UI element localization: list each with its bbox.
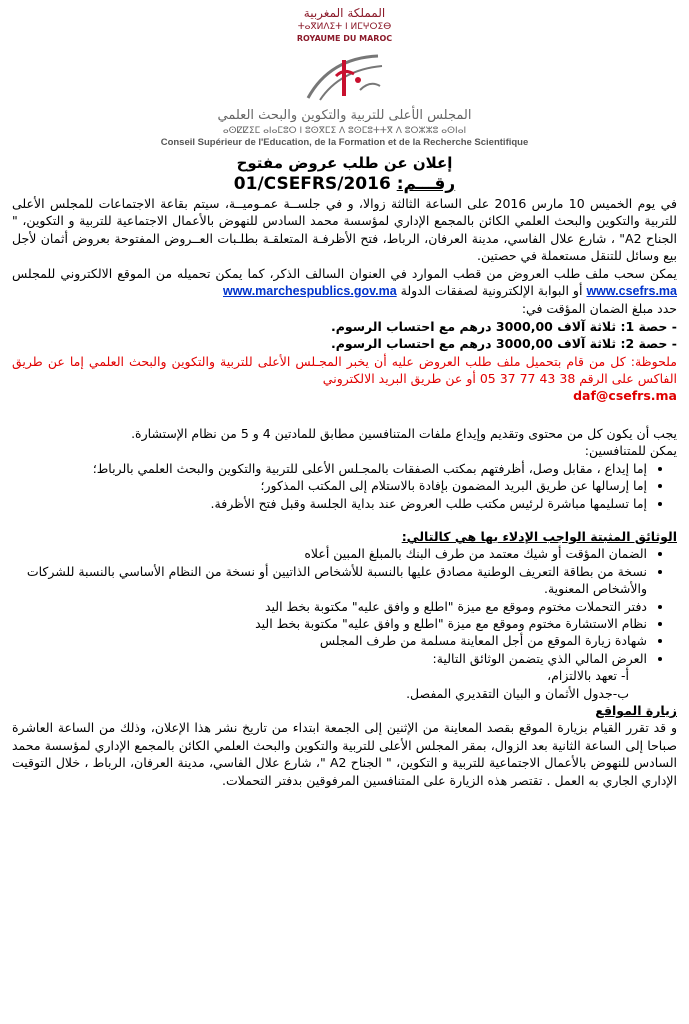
download-text: يمكن سحب ملف طلب العروض من قطب الموارد في العنوان السالف الذكر، كما يمكن تحميله من الموقع الالكتروني للمجلس xyxy=(12,265,677,281)
kingdom-name-french: ROYAUME DU MAROC xyxy=(296,34,393,43)
submission-intro: يمكن للمتنافسين: xyxy=(584,443,677,459)
announcement-body xyxy=(12,154,677,789)
guarantee-lot-1: - حصة 1: ثلاثة آلاف 3000,00 درهم مع احتساب الرسوم. xyxy=(330,318,677,334)
announcement-reference xyxy=(12,173,677,195)
content-rule: يجب أن يكون كل من محتوى وتقديم وإيداع ملفات المتنافسين مطابق للمادتين 4 و 5 من نظام الإستشارة. xyxy=(131,425,677,441)
site-visit-heading: زيارة المواقع xyxy=(595,702,677,718)
list-item: • نسخة من بطاقة التعريف الوطنية مصادق عليها بالنسبة للأشخاص الذاتيين أو نسخة من النظام الأساسي بالنسبة للشركات والأشخاص المعنوية. xyxy=(12,563,647,598)
download-middle-text: أو البوابة الإلكترونية لصفقات الدولة xyxy=(400,283,583,299)
download-paragraph xyxy=(12,265,677,301)
council-logo-icon xyxy=(300,50,390,106)
kingdom-name-arabic: المملكة المغربية xyxy=(303,6,386,20)
site-visit-paragraph: و قد تقرر القيام بزيارة الموقع بقصد المعاينة من الإثنين إلى الجمعة ابتداء من تاريخ نشر هذا الإعلان، وذلك من الساعة العاشرة صباحا إلى الساعة الثانية بعد الزوال، بمقر المجلس الأعلى للتربية والتكوين والبحث العلمي الكائن بالمجمع الإداري لمؤسسة محمد السادس للنهوض بالأعمال الاجتماعية للتربية و التكوين، " الجناح A2 "، شارع علال الفاسي، مدينة العرفان، الرباط ، خلال التوقيت الإداري الجاري به العمل . تقتصر هذه الزيارة على المتنافسين المرفوقين بدفتر التحملات. xyxy=(12,720,677,788)
note-paragraph xyxy=(12,353,677,388)
note-email-line xyxy=(12,387,677,404)
reference-number: 01/CSEFRS/2016 xyxy=(233,174,391,194)
submission-list xyxy=(12,460,677,512)
financial-offer-subitem: أ- تعهد بالالتزام، xyxy=(547,668,629,684)
documents-heading: الوثائق المثبتة الواجب الإدلاء بها هي كالتالي: xyxy=(401,528,677,544)
list-item: • العرض المالي الذي يتضمن الوثائق التالية: xyxy=(12,650,647,667)
list-item: • الضمان المؤقت أو شيك معتمد من طرف البنك بالمبلغ المبين أعلاه xyxy=(12,545,647,562)
council-name-tifinagh: ⴰⵙⵇⵇⵉⵎ ⴰⵏⴰⵎⵓⵔ ⵏ ⵓⵙⴳⵎⵉ ⴷ ⵓⵙⵎⵓⵜⵜⴳ ⴷ ⵓⵔⵣⵣⵓ ⴰⵙⵏⴰⵏ xyxy=(222,126,467,136)
guarantee-intro: حدد مبلغ الضمان المؤقت في: xyxy=(521,301,677,317)
public-procurement-portal-link[interactable]: www.marchespublics.gov.ma xyxy=(222,284,397,299)
list-item: • إما تسليمها مباشرة لرئيس مكتب طلب العروض عند بداية الجلسة وقبل فتح الأظرفة. xyxy=(12,495,647,512)
list-item: • دفتر التحملات مختوم وموقع مع ميزة "اطلع و وافق عليه" مكتوبة بخط اليد xyxy=(12,598,647,615)
kingdom-name-tifinagh: ⵜⴰⴳⵍⴷⵉⵜ ⵏ ⵍⵎⵖⵔⵉⴱ xyxy=(297,22,392,32)
list-item: • شهادة زيارة الموقع من أجل المعاينة مسلمة من طرف المجلس xyxy=(12,632,647,649)
intro-paragraph: في يوم الخميس 10 مارس 2016 على الساعة الثالثة زوالا، و في جلســة عمـوميــة، سيتم بقاعة الاجتماعات للمجلس الأعلى للتربية والتكوين والبحث العلمي الكائن بالمجمع الإداري لمؤسسة محمد السادس للنهوض بالأعمال الاجتماعية للتربية و التكوين، " الجناح A2" ، شارع علال الفاسي، مدينة العرفان، الرباط، فتح الأظرفـة المتعلقـة بطلـبات العــروض المفتوحة بعروض أثمان لأجل بيع وسائل للتنقل مستعملة في حصتين. xyxy=(12,196,677,264)
financial-offer-subitem: ب-جدول الأثمان و البيان التقديري المفصل. xyxy=(406,685,629,701)
documents-list xyxy=(12,545,677,667)
note-text: ملحوظة: كل من قام بتحميل ملف طلب العروض عليه أن يخبر المجـلس الأعلى للتربية والتكوين والبحث العلمي إما عن طريق الفاكس على الرقم 38 43 77 37 05 أو عن طريق البريد الالكتروني xyxy=(12,353,677,387)
announcement-title: إعلان عن طلب عروض مفتوح xyxy=(236,154,453,172)
council-name-french: Conseil Supérieur de l'Education, de la Formation et de la Recherche Scientifique xyxy=(160,137,529,148)
list-item: • نظام الاستشارة مختوم وموقع مع ميزة "اطلع و وافق عليه" مكتوبة بخط اليد xyxy=(12,615,647,632)
reference-label: رقـــم: xyxy=(396,174,456,194)
list-item: • إما إرسالها عن طريق البريد المضمون بإفادة بالاستلام إلى المكتب المذكور؛ xyxy=(12,477,647,494)
list-item: • إما إيداع ، مقابل وصل، أظرفتهم بمكتب الصفقات بالمجـلس الأعلى للتربية والتكوين والبحث العلمي بالرباط؛ xyxy=(12,460,647,477)
contact-email-link[interactable]: daf@csefrs.ma xyxy=(573,388,677,404)
council-name-arabic: المجلس الأعلى للتربية والتكوين والبحث العلمي xyxy=(217,108,472,123)
council-website-link[interactable]: www.csefrs.ma xyxy=(586,284,677,299)
guarantee-lot-2: - حصة 2: ثلاثة آلاف 3000,00 درهم مع احتساب الرسوم. xyxy=(330,336,677,352)
letterhead xyxy=(0,0,689,180)
